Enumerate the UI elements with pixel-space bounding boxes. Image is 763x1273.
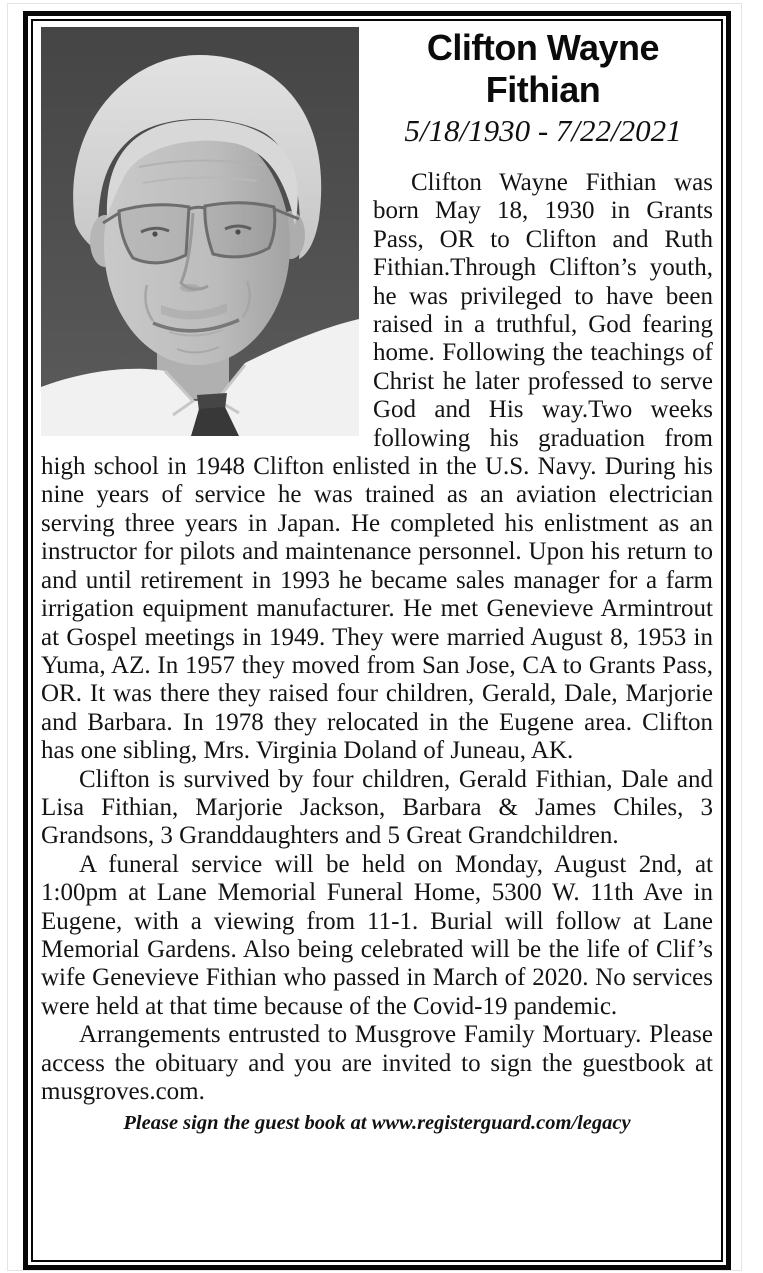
deceased-name-line2: Fithian: [485, 69, 601, 110]
deceased-name-line1: Clifton Wayne: [426, 27, 660, 68]
obituary-paragraph-2: Clifton is survived by four children, Gerald Fithian, Dale and Lisa Fithian, Marjorie Jackson, Barbara & James Chiles, 3 Grandsons, 3 Granddaughters and 5 Great Grandchildren.: [41, 765, 713, 850]
life-dates: 5/18/1930 - 7/22/2021: [404, 113, 682, 148]
obituary-paragraph-3: A funeral service will be held on Monday, August 2nd, at 1:00pm at Lane Memorial Funeral Home, 5300 W. 11th Ave in Eugene, with a viewing from 11-1. Burial will follow at Lane Memorial Gardens. Also being celebrated will be the life of Clif’s wife Genevieve Fithian who passed in March of 2020. No services were held at that time because of the Covid-19 pandemic.: [41, 850, 713, 1020]
obituary-paragraph-4: Arrangements entrusted to Musgrove Family Mortuary. Please access the obituary and you are invited to sign the guestbook at musgroves.com.: [41, 1021, 713, 1105]
obituary-paragraph-1: Clifton Wayne Fithian was born May 18, 1930 in Grants Pass, OR to Clifton and Ruth Fithian.Through Clifton’s youth, he was privileged to have been raised in a truthful, God fearing home. Following the teachings of Christ he later professed to serve God and His way.Two weeks following his graduation from high school in 1948 Clifton enlisted in the U.S. Navy. During his nine years of service he was trained as an aviation electrician serving three years in Japan. He completed his enlistment as an instructor for pilots and maintenance personnel. Upon his return to and until retirement in 1993 he became sales manager for a farm irrigation equipment manufacturer. He met Genevieve Armintrout at Gospel meetings in 1949. They were married August 8, 1953 in Yuma, AZ. In 1957 they moved from San Jose, CA to Grants Pass, OR. It was there they raised four children, Gerald, Dale, Marjorie and Barbara. In 1978 they relocated in the Eugene area. Clifton has one sibling, Mrs. Virginia Doland of Juneau, AK.: [41, 169, 713, 765]
obituary-outer-frame: [23, 11, 731, 1270]
portrait-photo: [41, 27, 359, 436]
obituary-inner-frame: [31, 19, 723, 1262]
guestbook-note: Please sign the guest book at www.registerguard.com/legacy: [123, 1112, 631, 1135]
